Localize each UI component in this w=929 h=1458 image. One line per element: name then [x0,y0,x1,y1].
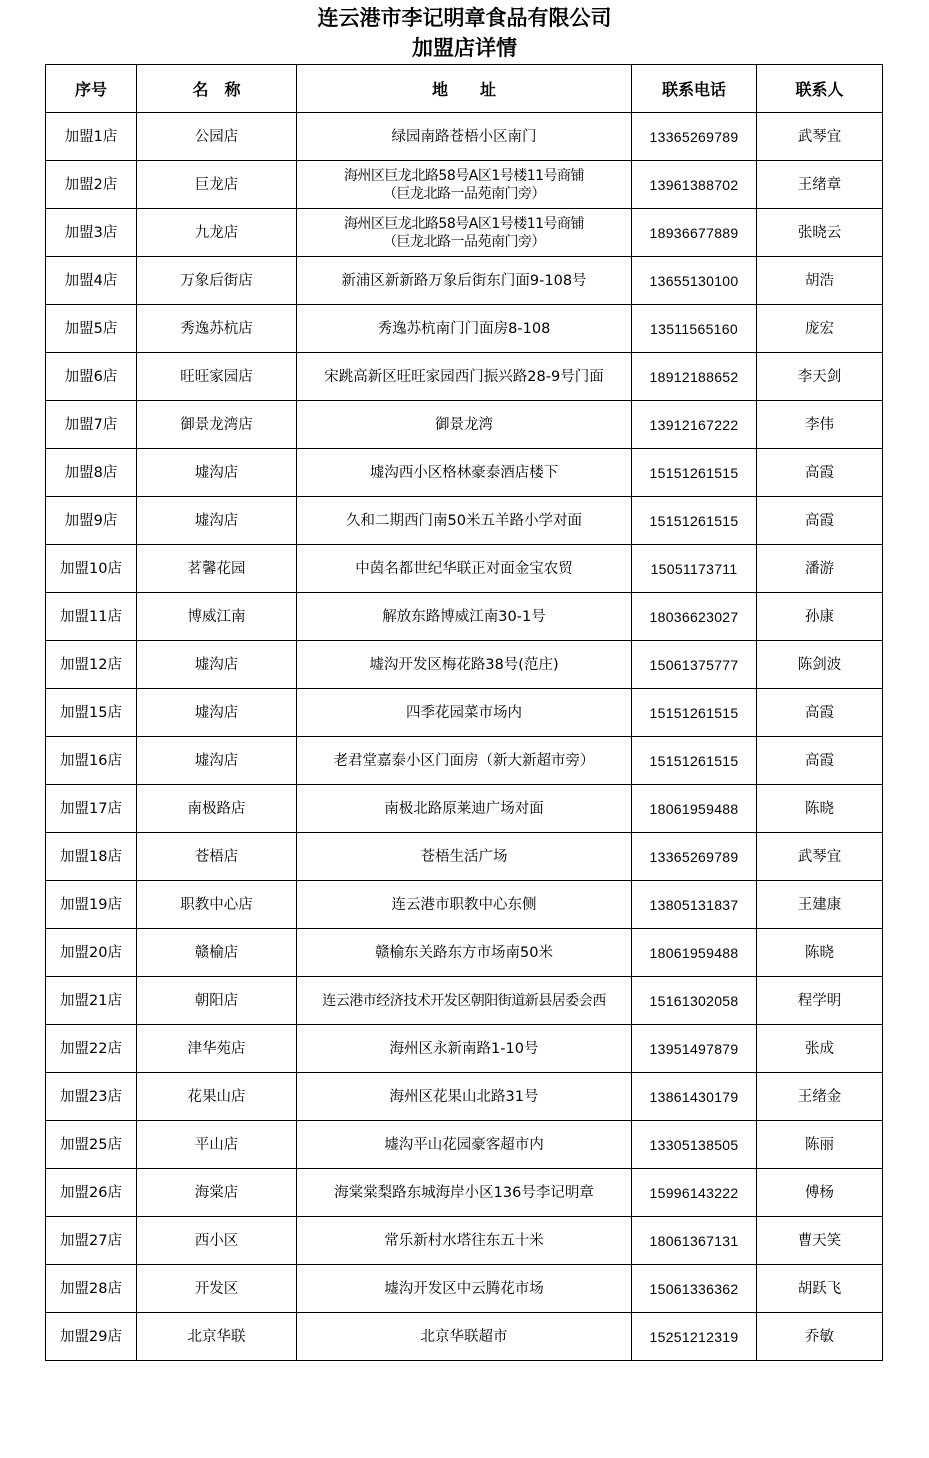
cell-contact: 李伟 [757,401,883,449]
cell-store-name: 茗馨花园 [137,545,297,593]
header-name: 名 称 [137,65,297,113]
cell-contact: 潘游 [757,545,883,593]
company-title: 连云港市李记明章食品有限公司 [317,5,612,30]
cell-phone: 13655130100 [632,257,757,305]
table-body [46,113,883,1361]
cell-address: 新浦区新新路万象后街东门面9-108号 [297,257,632,305]
cell-phone: 13511565160 [632,305,757,353]
cell-contact: 程学明 [757,977,883,1025]
cell-number: 加盟4店 [46,257,137,305]
cell-number: 加盟12店 [46,641,137,689]
cell-store-name: 西小区 [137,1217,297,1265]
table-row [46,1265,883,1313]
cell-address: 海州区巨龙北路58号A区1号楼11号商铺 （巨龙北路一品苑南门旁） [297,209,632,257]
cell-address: 四季花园菜市场内 [297,689,632,737]
cell-number: 加盟27店 [46,1217,137,1265]
cell-contact: 王建康 [757,881,883,929]
cell-number: 加盟6店 [46,353,137,401]
cell-address: 苍梧生活广场 [297,833,632,881]
cell-store-name: 秀逸苏杭店 [137,305,297,353]
cell-number: 加盟16店 [46,737,137,785]
cell-contact: 陈晓 [757,785,883,833]
cell-address: 解放东路博威江南30-1号 [297,593,632,641]
table-row [46,1217,883,1265]
cell-store-name: 朝阳店 [137,977,297,1025]
cell-phone: 15251212319 [632,1313,757,1361]
cell-number: 加盟23店 [46,1073,137,1121]
cell-address: 墟沟开发区梅花路38号(范庄) [297,641,632,689]
table-row [46,689,883,737]
cell-contact: 高霞 [757,689,883,737]
cell-address: 北京华联超市 [297,1313,632,1361]
cell-phone: 18061959488 [632,785,757,833]
cell-phone: 13365269789 [632,113,757,161]
franchise-store-table [45,64,883,1361]
table-row [46,545,883,593]
cell-number: 加盟11店 [46,593,137,641]
table-row [46,497,883,545]
cell-address: 御景龙湾 [297,401,632,449]
cell-contact: 王绪章 [757,161,883,209]
table-row [46,1121,883,1169]
table-row [46,881,883,929]
cell-number: 加盟1店 [46,113,137,161]
cell-phone: 18912188652 [632,353,757,401]
cell-contact: 陈晓 [757,929,883,977]
header-contact: 联系人 [757,65,883,113]
cell-address: 连云港市职教中心东侧 [297,881,632,929]
cell-store-name: 北京华联 [137,1313,297,1361]
cell-phone: 18036623027 [632,593,757,641]
table-row [46,833,883,881]
cell-address: 宋跳高新区旺旺家园西门振兴路28-9号门面 [297,353,632,401]
cell-phone: 13861430179 [632,1073,757,1121]
cell-contact: 王绪金 [757,1073,883,1121]
table-row [46,257,883,305]
cell-phone: 13912167222 [632,401,757,449]
cell-phone: 13951497879 [632,1025,757,1073]
cell-store-name: 御景龙湾店 [137,401,297,449]
cell-number: 加盟17店 [46,785,137,833]
cell-phone: 15151261515 [632,449,757,497]
cell-contact: 高霞 [757,737,883,785]
cell-contact: 高霞 [757,449,883,497]
cell-contact: 陈丽 [757,1121,883,1169]
cell-store-name: 南极路店 [137,785,297,833]
table-row [46,113,883,161]
cell-address: 海棠棠梨路东城海岸小区136号李记明章 [297,1169,632,1217]
cell-phone: 15051173711 [632,545,757,593]
cell-store-name: 墟沟店 [137,449,297,497]
table-row [46,977,883,1025]
cell-store-name: 博威江南 [137,593,297,641]
cell-contact: 乔敏 [757,1313,883,1361]
cell-address: 墟沟西小区格林豪泰酒店楼下 [297,449,632,497]
cell-store-name: 花果山店 [137,1073,297,1121]
cell-store-name: 公园店 [137,113,297,161]
header-phone: 联系电话 [632,65,757,113]
cell-store-name: 墟沟店 [137,737,297,785]
cell-store-name: 九龙店 [137,209,297,257]
cell-number: 加盟29店 [46,1313,137,1361]
cell-store-name: 赣榆店 [137,929,297,977]
cell-number: 加盟5店 [46,305,137,353]
cell-store-name: 津华苑店 [137,1025,297,1073]
cell-address: 赣榆东关路东方市场南50米 [297,929,632,977]
cell-address: 墟沟开发区中云腾花市场 [297,1265,632,1313]
cell-number: 加盟20店 [46,929,137,977]
header-address: 地 址 [297,65,632,113]
table-row [46,593,883,641]
cell-address: 墟沟平山花园豪客超市内 [297,1121,632,1169]
cell-number: 加盟26店 [46,1169,137,1217]
cell-contact: 张晓云 [757,209,883,257]
cell-number: 加盟10店 [46,545,137,593]
table-row [46,1073,883,1121]
table-row [46,161,883,209]
cell-contact: 庞宏 [757,305,883,353]
cell-number: 加盟28店 [46,1265,137,1313]
cell-address: 常乐新村水塔往东五十米 [297,1217,632,1265]
cell-contact: 傅杨 [757,1169,883,1217]
cell-phone: 15996143222 [632,1169,757,1217]
table-row [46,929,883,977]
cell-number: 加盟22店 [46,1025,137,1073]
cell-store-name: 平山店 [137,1121,297,1169]
cell-contact: 武琴宜 [757,833,883,881]
page-subtitle: 加盟店详情 [412,35,517,60]
cell-number: 加盟18店 [46,833,137,881]
cell-store-name: 开发区 [137,1265,297,1313]
table-row [46,449,883,497]
table-row [46,785,883,833]
cell-phone: 13365269789 [632,833,757,881]
cell-contact: 张成 [757,1025,883,1073]
cell-phone: 15151261515 [632,737,757,785]
table-row [46,641,883,689]
cell-number: 加盟7店 [46,401,137,449]
table-row [46,1169,883,1217]
table-row [46,209,883,257]
cell-address: 海州区永新南路1-10号 [297,1025,632,1073]
cell-address: 南极北路原莱迪广场对面 [297,785,632,833]
cell-contact: 武琴宜 [757,113,883,161]
cell-phone: 15061336362 [632,1265,757,1313]
header-number: 序号 [46,65,137,113]
cell-store-name: 墟沟店 [137,641,297,689]
cell-store-name: 旺旺家园店 [137,353,297,401]
cell-contact: 李天剑 [757,353,883,401]
cell-phone: 13305138505 [632,1121,757,1169]
cell-phone: 15061375777 [632,641,757,689]
cell-address: 连云港市经济技术开发区朝阳街道新县居委会西 [297,977,632,1025]
cell-number: 加盟3店 [46,209,137,257]
cell-phone: 13961388702 [632,161,757,209]
cell-address: 绿园南路苍梧小区南门 [297,113,632,161]
cell-phone: 18061367131 [632,1217,757,1265]
cell-contact: 曹天笑 [757,1217,883,1265]
cell-number: 加盟25店 [46,1121,137,1169]
cell-phone: 15151261515 [632,689,757,737]
cell-phone: 15161302058 [632,977,757,1025]
cell-store-name: 海棠店 [137,1169,297,1217]
table-row [46,305,883,353]
cell-store-name: 万象后街店 [137,257,297,305]
cell-store-name: 墟沟店 [137,497,297,545]
cell-contact: 陈剑波 [757,641,883,689]
cell-number: 加盟8店 [46,449,137,497]
cell-address: 中茵名都世纪华联正对面金宝农贸 [297,545,632,593]
cell-address: 秀逸苏杭南门门面房8-108 [297,305,632,353]
cell-store-name: 苍梧店 [137,833,297,881]
cell-phone: 13805131837 [632,881,757,929]
cell-number: 加盟9店 [46,497,137,545]
table-header-row [46,65,883,113]
cell-number: 加盟15店 [46,689,137,737]
cell-contact: 胡浩 [757,257,883,305]
table-row [46,1025,883,1073]
cell-address: 海州区巨龙北路58号A区1号楼11号商铺 （巨龙北路一品苑南门旁） [297,161,632,209]
cell-store-name: 墟沟店 [137,689,297,737]
cell-contact: 胡跃飞 [757,1265,883,1313]
cell-phone: 18936677889 [632,209,757,257]
table-row [46,353,883,401]
cell-number: 加盟19店 [46,881,137,929]
table-row [46,401,883,449]
cell-store-name: 职教中心店 [137,881,297,929]
cell-address: 老君堂嘉泰小区门面房（新大新超市旁） [297,737,632,785]
cell-contact: 孙康 [757,593,883,641]
cell-store-name: 巨龙店 [137,161,297,209]
cell-contact: 高霞 [757,497,883,545]
table-row [46,1313,883,1361]
cell-address: 海州区花果山北路31号 [297,1073,632,1121]
cell-phone: 15151261515 [632,497,757,545]
cell-number: 加盟2店 [46,161,137,209]
cell-address: 久和二期西门南50米五羊路小学对面 [297,497,632,545]
table-row [46,737,883,785]
cell-phone: 18061959488 [632,929,757,977]
cell-number: 加盟21店 [46,977,137,1025]
